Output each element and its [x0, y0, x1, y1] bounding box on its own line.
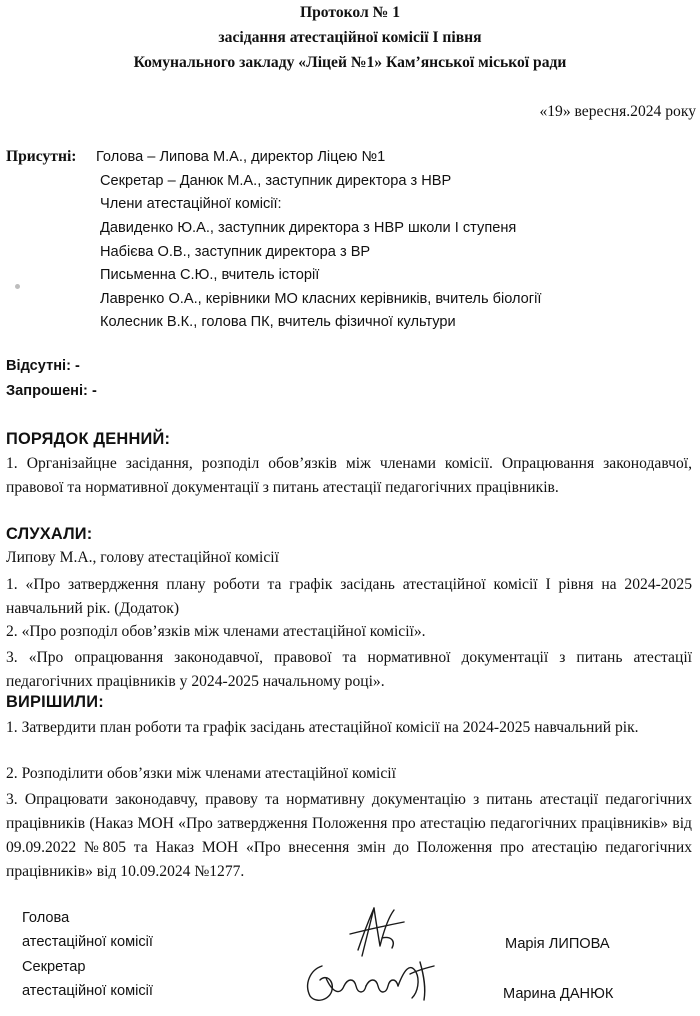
heard-item: 2. «Про розподіл обов’язків між членами атестаційної комісії».	[6, 623, 426, 640]
absent-label: Відсутні: -	[6, 358, 80, 374]
member-item: Давиденко Ю.А., заступник директора з НВР школи І ступеня	[100, 220, 517, 236]
heard-speaker: Липову М.А., голову атестаційної комісії	[6, 549, 279, 566]
member-item: Лавренко О.А., керівники МО класних керівників, вчитель біології	[100, 291, 542, 307]
decided-item: 2. Розподілити обов’язки між членами атестаційної комісії	[6, 765, 396, 782]
secretary-name: Марина ДАНЮК	[503, 986, 614, 1002]
protocol-title: Протокол № 1	[299, 4, 401, 21]
member-item: Письменна С.Ю., вчитель історії	[100, 267, 320, 283]
heard-item: 3. «Про опрацювання законодавчої, правової та нормативної документації з питань атестації педагогічних працівників у 2024-2025 начальному році».	[6, 649, 692, 690]
present-label: Присутні:	[6, 148, 77, 165]
decided-heading: ВИРІШИЛИ:	[6, 693, 104, 711]
agenda-item: 1. Організайцне засідання, розподіл обов’язків між членами комісії. Опрацювання законодавчої, правової та нормативної документації з питань атестації педагогічних працівників.	[6, 455, 692, 496]
secretary-signature-stroke	[366, 980, 398, 992]
heard-heading: СЛУХАЛИ:	[6, 525, 93, 543]
protocol-subtitle: засідання атестаційної комісії І півня	[218, 29, 482, 46]
secretary-role-line1: Секретар	[22, 959, 86, 975]
chair-signature-stroke	[382, 937, 393, 948]
chair-name: Марія ЛИПОВА	[505, 936, 610, 952]
chair-role-line1: Голова	[22, 910, 70, 926]
institution-name: Комунального закладу «Ліцей №1» Кам’янської міської ради	[133, 54, 567, 71]
heard-item: 1. «Про затвердження плану роботи та графік засідань атестаційної комісії І рівня на 2024-2025 навчальний рік. (Додаток)	[6, 576, 692, 617]
decided-item: 1. Затвердити план роботи та графік засідань атестаційної комісії на 2024-2025 навчальний рік.	[6, 719, 639, 736]
member-item: Колесник В.К., голова ПК, вчитель фізичної культури	[100, 314, 456, 330]
present-chair: Голова – Липова М.А., директор Ліцею №1	[96, 149, 386, 165]
members-label: Члени атестаційної комісії:	[100, 196, 282, 212]
decided-item: 3. Опрацювати законодавчу, правову та нормативну документацію з питань атестації педагогічних працівників (Наказ МОН «Про затвердження Положення про атестацію педагогічних працівників» від 09.09.2022 №805 та Наказ МОН «Про внесення змін до Положення про атестацію педагогічних працівників» від 10.09.2024 №1277.	[6, 791, 692, 880]
present-secretary: Секретар – Данюк М.А., заступник директора з НВР	[100, 173, 452, 189]
handwritten-signatures	[300, 900, 480, 1010]
secretary-role-line2: атестаційної комісії	[22, 983, 153, 999]
chair-role-line2: атестаційної комісії	[22, 934, 153, 950]
invited-label: Запрошені: -	[6, 383, 97, 399]
protocol-date: «19» вересня.2024 року	[539, 103, 696, 120]
secretary-signature-stroke	[420, 962, 425, 1000]
agenda-heading: ПОРЯДОК ДЕННИЙ:	[6, 430, 171, 448]
member-item: Набієва О.В., заступник директора з ВР	[100, 244, 371, 260]
scan-speck	[15, 284, 20, 289]
